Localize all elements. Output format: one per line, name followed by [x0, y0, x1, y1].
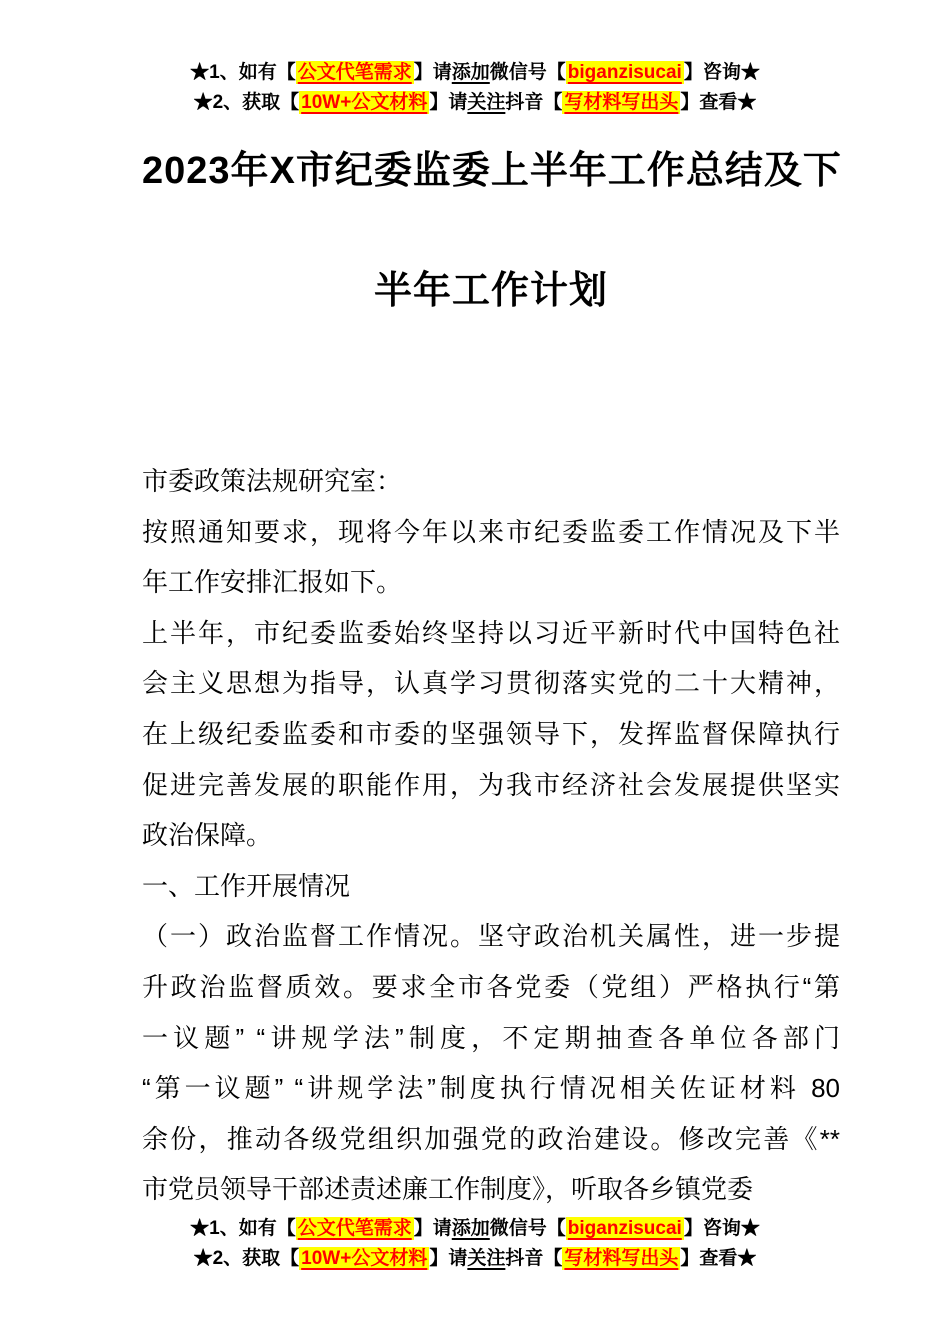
highlighted-promo-text: 写材料写出头: [564, 92, 679, 113]
promo-text: ★2、获取【: [193, 1248, 300, 1269]
promo-text: ★1、如有【: [190, 1218, 296, 1239]
body-text-line: 市委政策法规研究室：: [142, 466, 403, 496]
underlined-promo-text: 添加: [451, 1218, 490, 1239]
promo-text: 】请: [429, 92, 468, 113]
promo-line-2: [0, 1244, 950, 1274]
body-text-line: 一、工作开展情况: [142, 870, 351, 901]
highlighted-promo-text: biganzisucai: [567, 1218, 682, 1239]
promo-text: 微信号【: [489, 62, 566, 83]
document-body: [142, 456, 840, 1215]
body-text-line: 政治保障。: [142, 820, 273, 851]
promo-header: [0, 58, 950, 118]
highlighted-promo-text: 10W+公文材料: [301, 92, 428, 113]
body-text-line: 促进完善发展的职能作用，为我市经济社会发展提供坚实: [142, 769, 840, 800]
promo-text: 】查看★: [680, 92, 757, 113]
promo-text: ★2、获取【: [193, 92, 300, 113]
promo-text: ★1、如有【: [190, 62, 296, 83]
body-text-line: 按照通知要求，现将今年以来市纪委监委工作情况及下半: [142, 516, 840, 547]
body-text-line: 升政治监督质效。要求全市各党委（党组）严格执行“第: [142, 971, 840, 1002]
promo-footer: [0, 1214, 950, 1274]
body-text-line: “第一议题” “讲规学法”制度执行情况相关佐证材料 80: [142, 1073, 840, 1104]
body-text-line: 市党员领导干部述责述廉工作制度》，听取各乡镇党委: [142, 1174, 754, 1205]
promo-line-1: [0, 58, 950, 88]
highlighted-promo-text: 公文代笔需求: [297, 62, 412, 83]
highlighted-promo-text: biganzisucai: [567, 62, 682, 83]
promo-text: 】咨询★: [683, 1218, 760, 1239]
body-text-line: 余份，推动各级党组织加强党的政治建设。修改完善《**: [142, 1123, 840, 1154]
body-text-line: 一议题” “讲规学法”制度，不定期抽查各单位各部门: [142, 1022, 840, 1053]
promo-text: 】咨询★: [683, 62, 760, 83]
promo-text: 】查看★: [680, 1248, 757, 1269]
promo-text: 】请: [429, 1248, 468, 1269]
highlighted-promo-text: 写材料写出头: [564, 1248, 679, 1269]
promo-line-1: [0, 1214, 950, 1244]
highlighted-promo-text: 10W+公文材料: [301, 1248, 428, 1269]
highlighted-promo-text: 公文代笔需求: [297, 1218, 412, 1239]
promo-text: 抖音【: [505, 1248, 563, 1269]
document-title: [142, 111, 840, 351]
promo-text: 抖音【: [505, 92, 563, 113]
body-text-line: 上半年，市纪委监委始终坚持以习近平新时代中国特色社: [142, 617, 840, 648]
underlined-promo-text: 添加: [451, 62, 490, 83]
promo-text: 微信号【: [489, 1218, 566, 1239]
document-title-line-2: 半年工作计划: [373, 270, 608, 312]
body-text-line: 年工作安排汇报如下。: [142, 567, 403, 598]
promo-text: 】请: [413, 1218, 452, 1239]
underlined-promo-text: 关注: [467, 1248, 506, 1269]
document-title-line-1: 2023年X市纪委监委上半年工作总结及下: [142, 150, 842, 192]
body-text-line: 会主义思想为指导，认真学习贯彻落实党的二十大精神，: [142, 668, 840, 699]
body-text-line: （一）政治监督工作情况。坚守政治机关属性，进一步提: [142, 921, 840, 952]
underlined-promo-text: 关注: [467, 92, 506, 113]
promo-text: 】请: [413, 62, 452, 83]
body-text-line: 在上级纪委监委和市委的坚强领导下，发挥监督保障执行: [142, 718, 840, 749]
